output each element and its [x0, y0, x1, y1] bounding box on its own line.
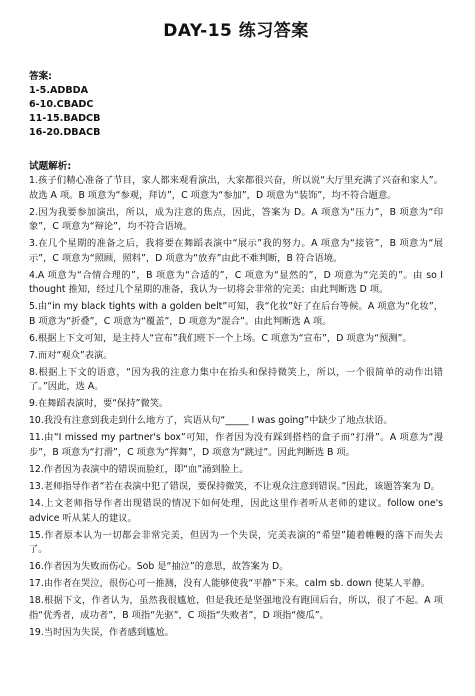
analysis-label: 试题解析:: [29, 161, 72, 172]
explanation-item: 18.根据下文，作者认为，虽然我很尴尬，但是我还是坚强地没有跑回后台，所以，很了不起。A 项指“优秀者，成功者”，B 项指“先驱”，C 项指“失败者”，D 项指“傻瓜”。: [29, 595, 443, 621]
explanation-item: 12.作者因为表演中的错误而脸红，即“血”涌到脸上。: [29, 463, 249, 475]
answers-label: 答案:: [29, 71, 53, 82]
explanation-item: 19.当时因为失误，作者感到尴尬。: [29, 626, 174, 638]
explanation-item: 8.根据上下文的语意，“因为我的注意力集中在抬头和保持微笑上，所以，一个很简单的动作出错了。”因此，选 A。: [29, 366, 443, 393]
answer-row: 16-20.DBACB: [29, 127, 101, 138]
explanation-item: 5.由“in my black tights with a golden belt”可知，我“化妆”好了在后台等候。A 项意为“化妆”，B 项意为“折叠”，C 项意为“覆盖”，D 项意为“混合”。由此判断选 A 项。: [29, 301, 443, 327]
explanation-item: 9.在舞蹈表演时，要“保持”微笑。: [29, 398, 169, 410]
page-title: DAY-15 练习答案: [163, 21, 309, 41]
explanation-item: 1.孩子们精心准备了节目，家人都来观看演出，大家都很兴奋，所以说“大厅里充满了兴奋和家人”。故选 A 项。B 项意为“参观，拜访”，C 项意为“参加”，D 项意为“装饰”，均不符合题意。: [29, 175, 443, 201]
answer-row: 6-10.CBADC: [29, 99, 94, 110]
explanation-item: 4.A 项意为“合情合理的”，B 项意为“合适的”，C 项意为“显然的”，D 项意为“完美的”。由 so I thought 推知，经过几个星期的准备，我认为一切将会非常的完美；由此判断选 D 项。: [29, 269, 443, 296]
explanation-item: 7.而对“观众”表演。: [29, 349, 113, 361]
explanation-list: [29, 174, 443, 640]
answer-row: 1-5.ADBDA: [29, 85, 89, 96]
explanation-item: 16.作者因为失败而伤心。Sob 是“抽泣”的意思，故答案为 D。: [29, 561, 289, 573]
explanation-item: 14.上文老师指导作者出现错误的情况下如何处理，因此这里作者听从老师的建议。follow one's advice 听从某人的建议。: [29, 497, 443, 524]
explanation-item: 6.根据上下文可知，是主持人“宣布”我们班下一个上场。C 项意为“宣布”，D 项意为“预测”。: [29, 332, 412, 344]
explanation-item: 11.由“I missed my partner's box”可知，作者因为没有踩到搭档的盒子而“打滑”。A 项意为“漫步”，B 项意为“打滑”，C 项意为“挥舞”，D 项意为“跳过”。因此判断选 B 项。: [29, 432, 443, 458]
answer-key: [29, 70, 443, 140]
explanation-item: 2.因为我要参加演出，所以，成为注意的焦点，因此，答案为 D。A 项意为“压力”，B 项意为“印象”，C 项意为“辩论”，均不符合语境。: [29, 206, 443, 233]
explanation-item: 15.作者原本认为一切都会非常完美，但因为一个失误，完美表演的“希望”随着帷幔的落下而失去了。: [29, 529, 443, 556]
explanation-item: 13.老师指导作者“若在表演中犯了错误，要保持微笑，不让观众注意到错误。”因此，该题答案为 D。: [29, 480, 441, 492]
explanation-item: 10.我没有注意到我走到什么地方了，宾语从句“_____ I was going”中缺少了地点状语。: [29, 415, 393, 427]
explanation-item: 17.由作者在哭泣，很伤心可一推测，没有人能够使我“平静”下来。calm sb. down 使某人平静。: [29, 578, 431, 590]
explanation-item: 3.在几个星期的准备之后，我将要在舞蹈表演中“展示”我的努力。A 项意为“接管”，B 项意为“展示”，C 项意为“照顾，照料”，D 项意为“放弃”由此不难判断，B 符合语境。: [29, 238, 443, 264]
answer-row: 11-15.BADCB: [29, 113, 101, 124]
